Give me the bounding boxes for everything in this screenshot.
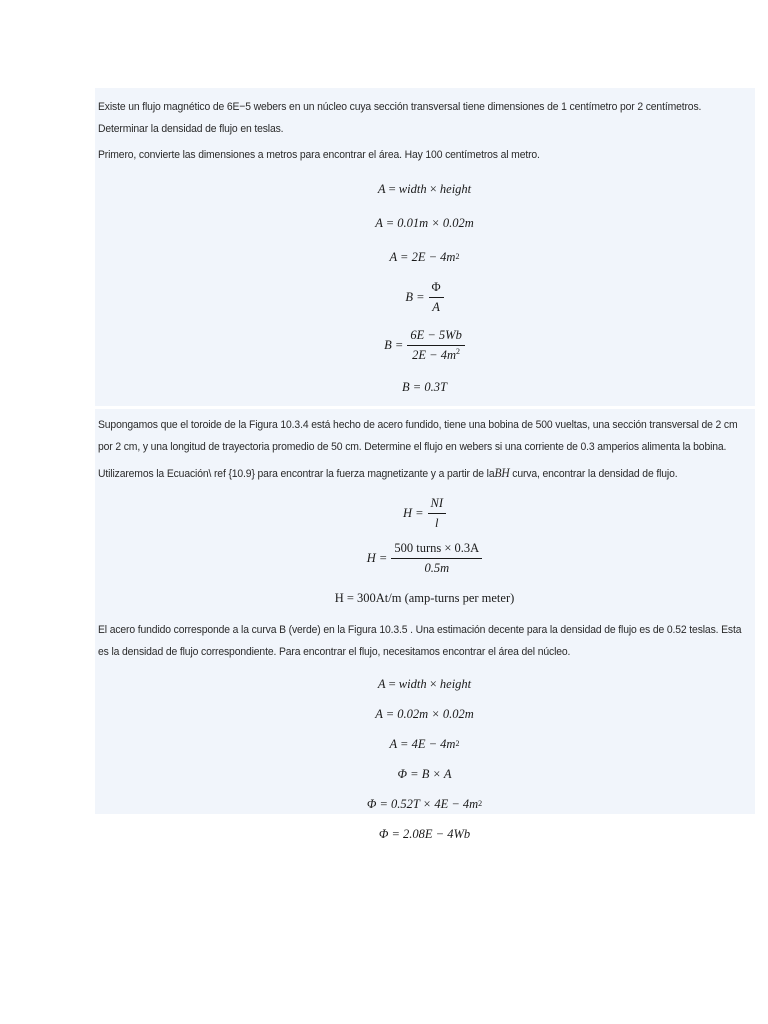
equation-magnetizing-force-values: H = $\frac{\text{500 turns × 0.3A}}{0.5m}$	[98, 535, 751, 581]
equation-core-area-formula: A = width × height	[377, 676, 472, 691]
equation-core-area-result: A = 4E − 4m 2	[389, 736, 460, 751]
curve-explanation: El acero fundido corresponde a la curva B (verde) en la Figura 10.3.5 . Una estimación decente para la densidad de flujo es de 0.52 teslas. Esta es la densidad de flujo correspondiente. Para encontrar el flujo, necesitamos encontrar el área del núcleo.	[98, 624, 742, 658]
equation-magnetizing-force-result: H = 300At/m (amp-turns per meter)	[334, 590, 515, 605]
problem-statement: Supongamos que el toroide de la Figura 10.3.4 está hecho de acero fundido, tiene una bobina de 500 vueltas, una sección transversal de 2 cm por 2 cm, y una longitud de trayectoria promedio de 50 cm. Determine el flujo en webers si una corriente de 0.3 amperios alimenta la bobina.	[98, 419, 738, 453]
equation-area-values: A = 0.01m × 0.02m	[375, 215, 474, 230]
equation-flux-result: Φ = 2.08E − 4Wb	[378, 826, 471, 841]
solution-intro: Primero, convierte las dimensiones a metros para encontrar el área. Hay 100 centímetros al metro.	[98, 149, 540, 161]
example-2-panel	[95, 409, 755, 841]
example-1-panel	[95, 88, 755, 406]
equation-area-formula: A = width × height	[377, 181, 472, 196]
equation-area-result: A = 2E − 4m 2	[389, 249, 460, 264]
equation-flux-density-formula: B = $\frac{\Phi}{A}$	[98, 274, 751, 320]
equation-core-area-values: A = 0.02m × 0.02m	[375, 706, 474, 721]
equation-flux-formula: Φ = B × A	[397, 766, 452, 781]
problem-statement: Existe un flujo magnético de 6E−5 webers en un núcleo cuya sección transversal tiene dimensiones de 1 centímetro por 2 centímetros. Determinar la densidad de flujo en teslas.	[98, 101, 702, 135]
solution-intro: Utilizaremos la Ecuación\ ref {10.9} para encontrar la fuerza magnetizante y a partir de laBH curva, encontrar la densidad de flujo.	[98, 466, 678, 480]
equation-flux-values: Φ = 0.52T × 4E − 4m 2	[366, 796, 483, 811]
equation-magnetizing-force-formula: H = $\frac{NI}{l}$	[98, 491, 751, 535]
equation-flux-density-result: B = 0.3T	[402, 379, 447, 394]
equation-flux-density-values: B = $\frac{6E - 5Wb}{2E - 4m^2}$	[98, 320, 751, 370]
